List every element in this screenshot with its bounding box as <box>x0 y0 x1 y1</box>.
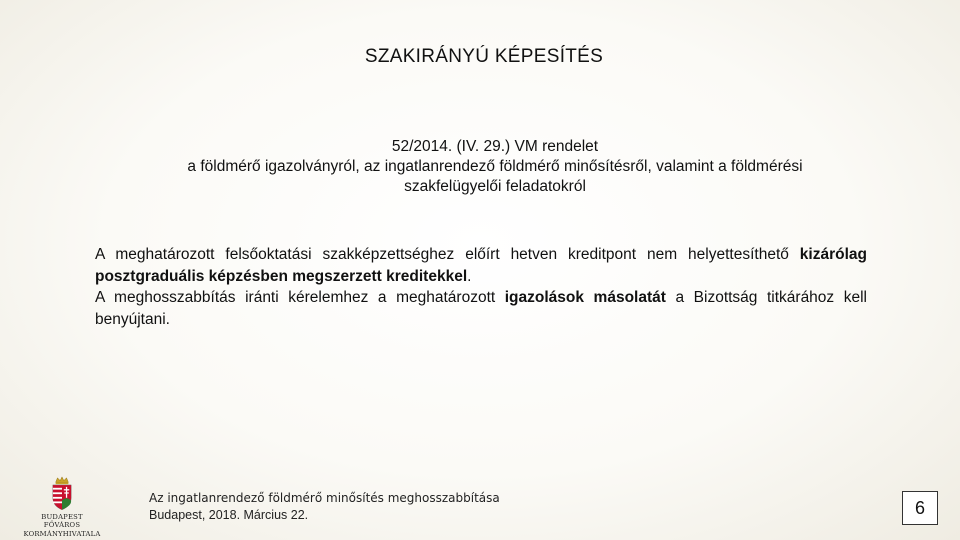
footer-text <box>149 490 500 524</box>
page-number: 6 <box>902 491 938 525</box>
footer-presentation-title: Az ingatlanrendező földmérő minősítés meghosszabbítása <box>149 491 500 505</box>
regulation-title-line1: a földmérő igazolványról, az ingatlanrendező földmérő minősítésről, valamint a földmérési <box>187 158 803 175</box>
paragraph-credits-end: . <box>467 267 472 285</box>
logo-text-line1: BUDAPEST FŐVÁROS <box>41 512 83 529</box>
regulation-number: 52/2014. (IV. 29.) VM rendelet <box>391 138 599 155</box>
paragraph-extension-text: A meghosszabbítás iránti kérelemhez a meghatározott <box>95 289 505 306</box>
footer-date: Budapest, 2018. Március 22. <box>149 508 309 522</box>
body-text <box>95 244 867 330</box>
paragraph-credits-text: A meghatározott felsőoktatási szakképzettséghez előírt hetven kreditpont nem helyettesíthető <box>95 246 800 263</box>
paragraph-extension-bold: igazolások másolatát <box>504 289 666 306</box>
logo-text-line2: KORMÁNYHIVATALA <box>23 529 101 538</box>
coat-of-arms-icon <box>47 476 77 511</box>
coat-of-arms-logo <box>22 476 102 538</box>
paragraph-extension <box>95 287 867 330</box>
paragraph-credits <box>95 244 867 287</box>
paragraph-credits-bold: kizárólag posztgraduális képzésben megszerzett kreditekkel <box>95 246 867 285</box>
regulation-heading <box>60 137 930 197</box>
slide-title: SZAKIRÁNYÚ KÉPESÍTÉS <box>364 46 604 67</box>
regulation-title-line2: szakfelügyelői feladatokról <box>404 178 586 195</box>
paragraph-extension-end: a Bizottság titkárához kell benyújtani. <box>95 289 867 328</box>
logo-text <box>22 513 102 539</box>
